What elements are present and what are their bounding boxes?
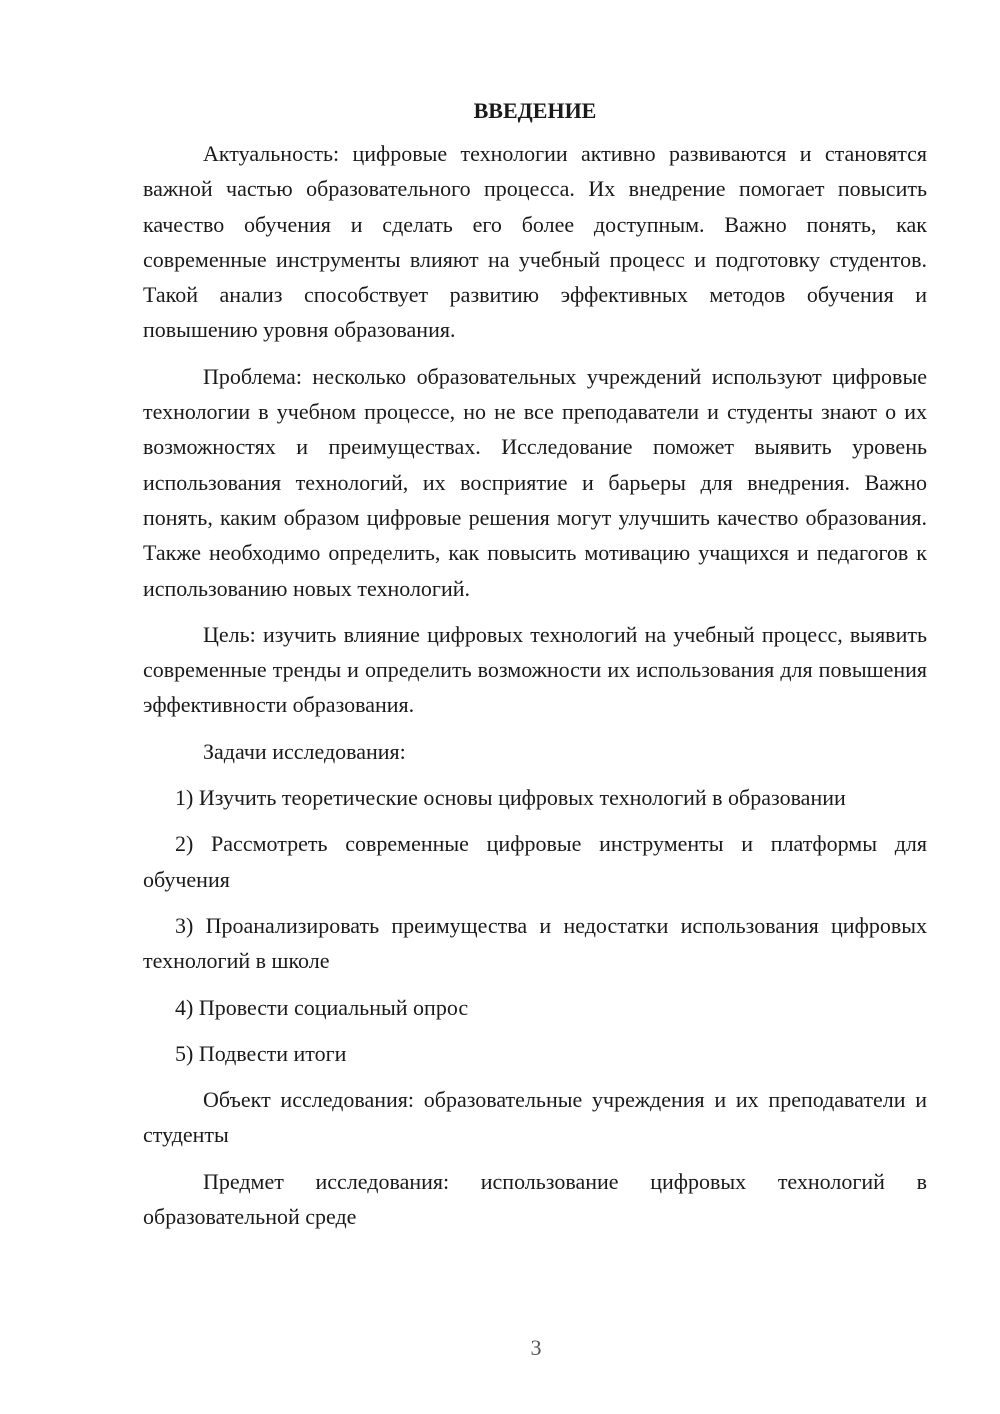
page-number: 3 [530, 1335, 542, 1360]
paragraph-problem: Проблема: несколько образовательных учреждений используют цифровые технологии в учебном процессе, но не все преподаватели и студенты знают о их возможностях и преимуществах. Исследование поможет выявить уровень использования технологий, их восприятие и барьеры для внедрения. Важно понять, каким образом цифровые решения могут улучшить качество образования. Также необходимо определить, как повысить мотивацию учащихся и педагогов к использованию новых технологий. [143, 363, 927, 601]
task-item-5: 5) Подвести итоги [175, 1040, 347, 1066]
task-item-3: 3) Проанализировать преимущества и недостатки использования цифровых технологий в школе [143, 912, 927, 974]
section-title: ВВЕДЕНИЕ [473, 98, 597, 123]
paragraph-tasks-heading: Задачи исследования: [203, 738, 406, 764]
document-page [143, 96, 927, 1245]
paragraph-subject: Предмет исследования: использование цифровых технологий в образовательной среде [143, 1168, 927, 1230]
task-item-4: 4) Провести социальный опрос [175, 994, 469, 1020]
paragraph-relevance: Актуальность: цифровые технологии активно развиваются и становятся важной частью образовательного процесса. Их внедрение помогает повысить качество обучения и сделать его более доступным. Важно понять, как современные инструменты влияют на учебный процесс и подготовку студентов. Такой анализ способствует развитию эффективных методов обучения и повышению уровня образования. [143, 141, 927, 343]
paragraph-goal: Цель: изучить влияние цифровых технологий на учебный процесс, выявить современные тренды и определить возможности их использования для повышения эффективности образования. [143, 621, 927, 718]
task-item-2: 2) Рассмотреть современные цифровые инструменты и платформы для обучения [143, 831, 927, 892]
task-item-1: 1) Изучить теоретические основы цифровых технологий в образовании [175, 785, 846, 811]
paragraph-object: Объект исследования: образовательные учреждения и их преподаватели и студенты [143, 1087, 927, 1148]
